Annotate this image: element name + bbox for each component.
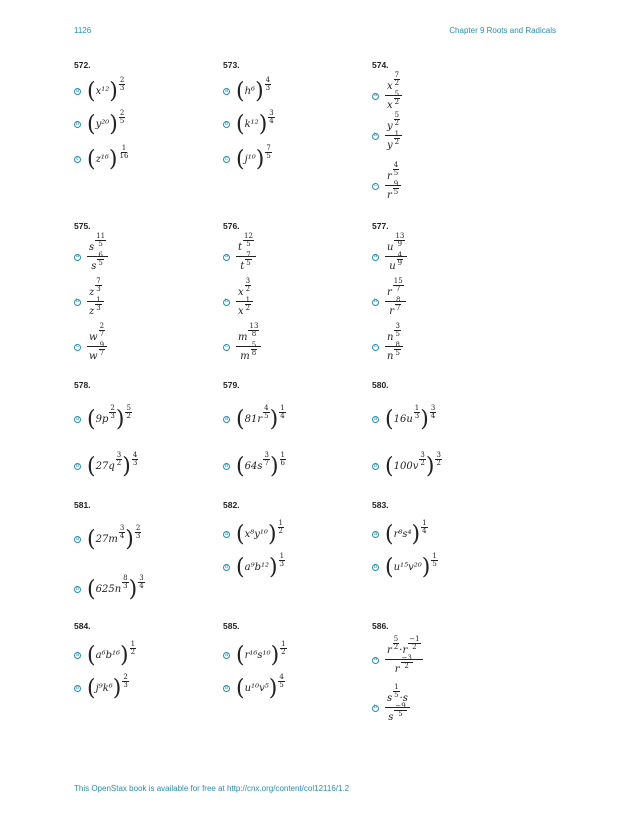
problem-part-c (74, 322, 107, 364)
math-expression: w $\frac{2}{7}$ w $\frac{9}{7}$ (87, 330, 107, 364)
part-label-badge: a (75, 87, 80, 94)
math-expression: (k¹²) $\frac{3}{4}$ (236, 109, 274, 137)
problem-number: 579. (223, 380, 240, 390)
math-expression: n $\frac{3}{5}$ n $\frac{8}{5}$ (385, 330, 403, 364)
part-label-badge: b (75, 462, 80, 469)
math-expression: (j⁹k⁶) $\frac{2}{3}$ (87, 673, 128, 701)
part-label-badge: a (75, 253, 80, 260)
problem-582 (223, 500, 363, 580)
problem-part-a (223, 640, 287, 668)
problem-583 (372, 500, 512, 580)
problem-584 (74, 621, 214, 701)
problem-part-b (372, 111, 402, 153)
part-label-badge: a (373, 415, 378, 422)
problem-576 (223, 221, 363, 362)
problem-part-b (74, 451, 138, 479)
problem-part-c (223, 322, 261, 364)
problem-part-a (74, 640, 136, 668)
math-expression: r $\frac{15}{7}$ r $\frac{8}{7}$ (385, 285, 406, 319)
part-label-badge: a (75, 415, 80, 422)
problem-part-a (372, 71, 402, 113)
problem-part-b (223, 673, 285, 701)
part-label-badge: b (224, 563, 229, 570)
part-label-badge: a (373, 253, 378, 260)
problem-part-b (74, 574, 145, 602)
part-label-badge: b (373, 132, 378, 139)
math-expression: u $\frac{13}{9}$ u $\frac{4}{9}$ (385, 240, 407, 274)
math-expression: (j¹⁰) $\frac{7}{5}$ (236, 144, 271, 172)
problem-number: 577. (372, 221, 389, 231)
part-label-badge: a (75, 535, 80, 542)
math-expression: (a⁶b¹⁶) $\frac{1}{2}$ (87, 640, 136, 668)
math-expression: t $\frac{12}{5}$ t $\frac{7}{5}$ (236, 240, 256, 274)
math-expression: r $\frac{5}{2}$ ·r $\frac{-1}{2}$ r $\frac{-3}{2}$ (385, 643, 423, 677)
math-expression: m $\frac{13}{8}$ m $\frac{5}{8}$ (236, 330, 261, 364)
part-label-badge: b (224, 462, 229, 469)
problem-part-b (74, 109, 125, 137)
math-expression: x $\frac{3}{2}$ x $\frac{1}{2}$ (236, 285, 253, 319)
problem-part-a (74, 76, 125, 104)
math-expression: (27m $\frac{3}{4}$ ) $\frac{2}{3}$ (87, 524, 141, 552)
math-expression: (x¹²) $\frac{2}{3}$ (87, 76, 125, 104)
math-expression: (9p $\frac{2}{3}$ ) $\frac{5}{2}$ (87, 404, 131, 432)
part-label-badge: a (224, 415, 229, 422)
math-expression: (h⁶) $\frac{4}{3}$ (236, 76, 271, 104)
problem-part-a (372, 404, 436, 432)
part-label-badge: a (373, 92, 378, 99)
problem-number: 584. (74, 621, 91, 631)
problem-586 (372, 621, 512, 723)
problem-part-b (223, 552, 285, 580)
math-expression: (y²⁰) $\frac{2}{5}$ (87, 109, 125, 137)
problem-part-a (223, 232, 256, 274)
part-label-badge: b (224, 684, 229, 691)
problem-number: 582. (223, 500, 240, 510)
problem-part-a (223, 76, 271, 104)
part-label-badge: a (373, 656, 378, 663)
problem-part-c (74, 144, 129, 172)
problem-572 (74, 60, 214, 172)
problem-part-b (372, 683, 410, 725)
part-label-badge: b (224, 120, 229, 127)
part-label-badge: b (373, 298, 378, 305)
math-expression: (81r $\frac{4}{5}$ ) $\frac{1}{4}$ (236, 404, 285, 432)
problem-part-a (74, 404, 132, 432)
problem-part-b (372, 552, 438, 580)
math-expression: (u¹⁰v⁵) $\frac{4}{5}$ (236, 673, 284, 701)
problem-number: 574. (372, 60, 389, 70)
part-label-badge: b (75, 120, 80, 127)
part-label-badge: c (223, 344, 230, 351)
part-label-badge: a (224, 87, 229, 94)
part-label-badge: b (75, 585, 80, 592)
problem-number: 576. (223, 221, 240, 231)
math-expression: (625n $\frac{8}{3}$ ) $\frac{3}{4}$ (87, 574, 144, 602)
math-expression: (100v $\frac{3}{2}$ ) $\frac{3}{2}$ (385, 451, 441, 479)
part-label-badge: c (372, 183, 379, 190)
problem-number: 580. (372, 380, 389, 390)
math-expression: r $\frac{4}{5}$ r $\frac{9}{5}$ (385, 169, 401, 203)
footer-text: This OpenStax book is available for free at http://cnx.org/content/col12116/1.2 (74, 784, 350, 793)
problem-part-b (223, 109, 275, 137)
problem-number: 583. (372, 500, 389, 510)
problem-581 (74, 500, 214, 602)
problem-part-a (74, 524, 141, 552)
problem-part-b (223, 277, 253, 319)
math-expression: (z¹⁶) $\frac{1}{16}$ (87, 144, 129, 172)
problem-part-a (223, 519, 284, 547)
problem-number: 572. (74, 60, 91, 70)
part-label-badge: a (224, 651, 229, 658)
problem-579 (223, 380, 363, 479)
problem-580 (372, 380, 512, 479)
problem-number: 585. (223, 621, 240, 631)
part-label-badge: b (75, 684, 80, 691)
part-label-badge: b (373, 462, 378, 469)
problem-part-a (74, 232, 108, 274)
problem-part-b (223, 451, 286, 479)
problem-585 (223, 621, 363, 701)
math-expression: s $\frac{1}{5}$ ·s s $\frac{-9}{5}$ (387, 683, 408, 723)
part-label-badge: a (224, 253, 229, 260)
problem-578 (74, 380, 214, 479)
part-label-badge: b (224, 298, 229, 305)
problem-number: 575. (74, 221, 91, 231)
problem-number: 578. (74, 380, 91, 390)
math-expression: (64s $\frac{3}{7}$ ) $\frac{1}{6}$ (236, 451, 286, 479)
part-label-badge: a (373, 530, 378, 537)
part-label-badge: c (372, 344, 379, 351)
problem-part-b (372, 277, 406, 319)
math-expression: y $\frac{5}{2}$ y $\frac{1}{2}$ (385, 119, 402, 153)
part-label-badge: b (373, 563, 378, 570)
problem-part-c (223, 144, 272, 172)
problem-part-c (372, 322, 403, 364)
problem-number: 586. (372, 621, 389, 631)
math-expression: s $\frac{11}{5}$ s $\frac{6}{5}$ (87, 240, 108, 274)
problem-part-b (372, 451, 442, 479)
math-expression: (16u $\frac{1}{3}$ ) $\frac{3}{4}$ (385, 404, 436, 432)
part-label-badge: b (373, 704, 378, 711)
math-expression: (r¹⁶s¹⁰) $\frac{1}{2}$ (236, 640, 286, 668)
problem-574 (372, 60, 512, 201)
part-label-badge: a (75, 651, 80, 658)
problem-573 (223, 60, 363, 172)
problem-part-b (74, 277, 104, 319)
chapter-title: Chapter 9 Roots and Radicals (449, 26, 556, 35)
math-expression: (27q $\frac{3}{2}$ ) $\frac{4}{3}$ (87, 451, 138, 479)
math-expression: z $\frac{7}{3}$ z $\frac{1}{3}$ (87, 285, 104, 319)
problem-part-a (372, 232, 407, 274)
problem-number: 573. (223, 60, 240, 70)
part-label-badge: b (75, 298, 80, 305)
part-label-badge: a (224, 530, 229, 537)
math-expression: (x⁸y¹⁰) $\frac{1}{2}$ (236, 519, 283, 547)
problem-577 (372, 221, 512, 362)
math-expression: (u¹⁵v²⁰) $\frac{1}{5}$ (385, 552, 437, 580)
problem-part-a (223, 404, 286, 432)
problem-part-c (372, 161, 401, 203)
math-expression: x $\frac{7}{2}$ x $\frac{5}{2}$ (385, 79, 402, 113)
problem-part-a (372, 635, 423, 677)
math-expression: (a⁹b¹²) $\frac{1}{3}$ (236, 552, 285, 580)
part-label-badge: c (223, 156, 230, 163)
part-label-badge: c (74, 344, 81, 351)
part-label-badge: c (74, 156, 81, 163)
problem-575 (74, 221, 214, 362)
problem-part-a (372, 519, 428, 547)
problem-part-b (74, 673, 129, 701)
problem-number: 581. (74, 500, 91, 510)
page-number: 1126 (74, 26, 92, 35)
math-expression: (r⁸s⁴) $\frac{1}{4}$ (385, 519, 427, 547)
